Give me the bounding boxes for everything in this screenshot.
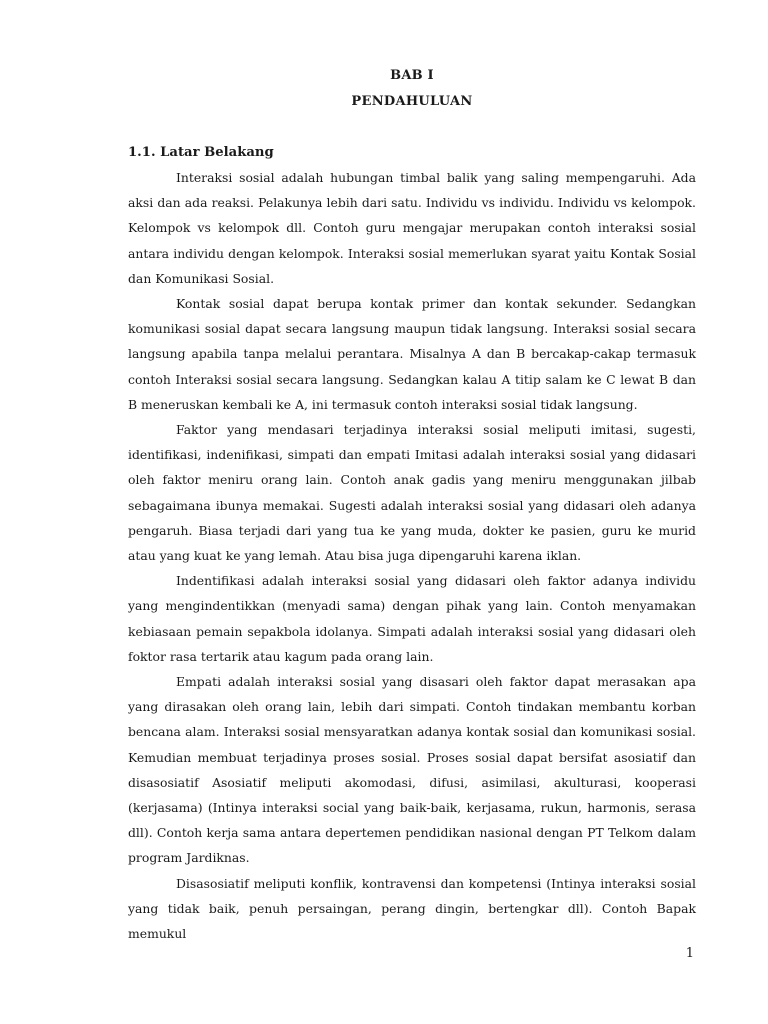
paragraph: Kontak sosial dapat berupa kontak primer dan kontak sekunder. Sedangkan komunikasi sosial dapat secara langsung maupun tidak langsung. Interaksi sosial secara langsung apabila tanpa melalui perantara. Misalnya A dan B bercakap-cakap termasuk contoh Interaksi sosial secara langsung. Sedangkan kalau A titip salam ke C lewat B dan B meneruskan kembali ke A, ini termasuk contoh interaksi sosial tidak langsung. — [128, 296, 696, 412]
chapter-number: BAB I — [390, 68, 434, 83]
paragraph: Interaksi sosial adalah hubungan timbal balik yang saling mempengaruhi. Ada aksi dan ada reaksi. Pelakunya lebih dari satu. Individu vs individu. Individu vs kelompok. Kelompok vs kelompok dll. Contoh guru mengajar merupakan contoh interaksi sosial antara individu dengan kelompok. Interaksi sosial memerlukan syarat yaitu Kontak Sosial dan Komunikasi Sosial. — [128, 170, 696, 286]
paragraph: Disasosiatif meliputi konflik, kontravensi dan kompetensi (Intinya interaksi sosial yang tidak baik, penuh persaingan, perang dingin, bertengkar dll). Contoh Bapak memukul — [128, 875, 696, 942]
paragraph: Faktor yang mendasari terjadinya interaksi sosial meliputi imitasi, sugesti, identifikasi, indenifikasi, simpati dan empati Imitasi adalah interaksi sosial yang didasari oleh faktor meniru orang lain. Contoh anak gadis yang meniru menggunakan jilbab sebagaimana ibunya memakai. Sugesti adalah interaksi sosial yang didasari oleh adanya pengaruh. Biasa terjadi dari yang tua ke yang muda, dokter ke pasien, guru ke murid atau yang kuat ke yang lemah. Atau bisa juga dipengaruhi karena iklan. — [128, 422, 696, 564]
chapter-title: PENDAHULUAN — [351, 94, 473, 109]
paragraph: Empati adalah interaksi sosial yang disasari oleh faktor dapat merasakan apa yang dirasakan oleh orang lain, lebih dari simpati. Contoh tindakan membantu korban bencana alam. Interaksi sosial mensyaratkan adanya kontak sosial dan komunikasi sosial. Kemudian membuat terjadinya proses sosial. Proses sosial dapat bersifat asosiatif dan disasosiatif Asosiatif meliputi akomodasi, difusi, asimilasi, akulturasi, kooperasi (kerjasama) (Intinya interaksi social yang baik-baik, kerjasama, rukun, harmonis, serasa dll). Contoh kerja sama antara depertemen pendidikan nasional dengan PT Telkom dalam program Jardiknas. — [128, 674, 696, 866]
page-number: 1 — [685, 946, 694, 961]
paragraph: Indentifikasi adalah interaksi sosial yang didasari oleh faktor adanya individu yang mengindentikkan (menyadi sama) dengan pihak yang lain. Contoh menyamakan kebiasaan pemain sepakbola idolanya. Simpati adalah interaksi sosial yang didasari oleh foktor rasa tertarik atau kagum pada orang lain. — [128, 573, 696, 664]
section-heading: 1.1. Latar Belakang — [128, 145, 274, 160]
body-text — [128, 165, 696, 946]
